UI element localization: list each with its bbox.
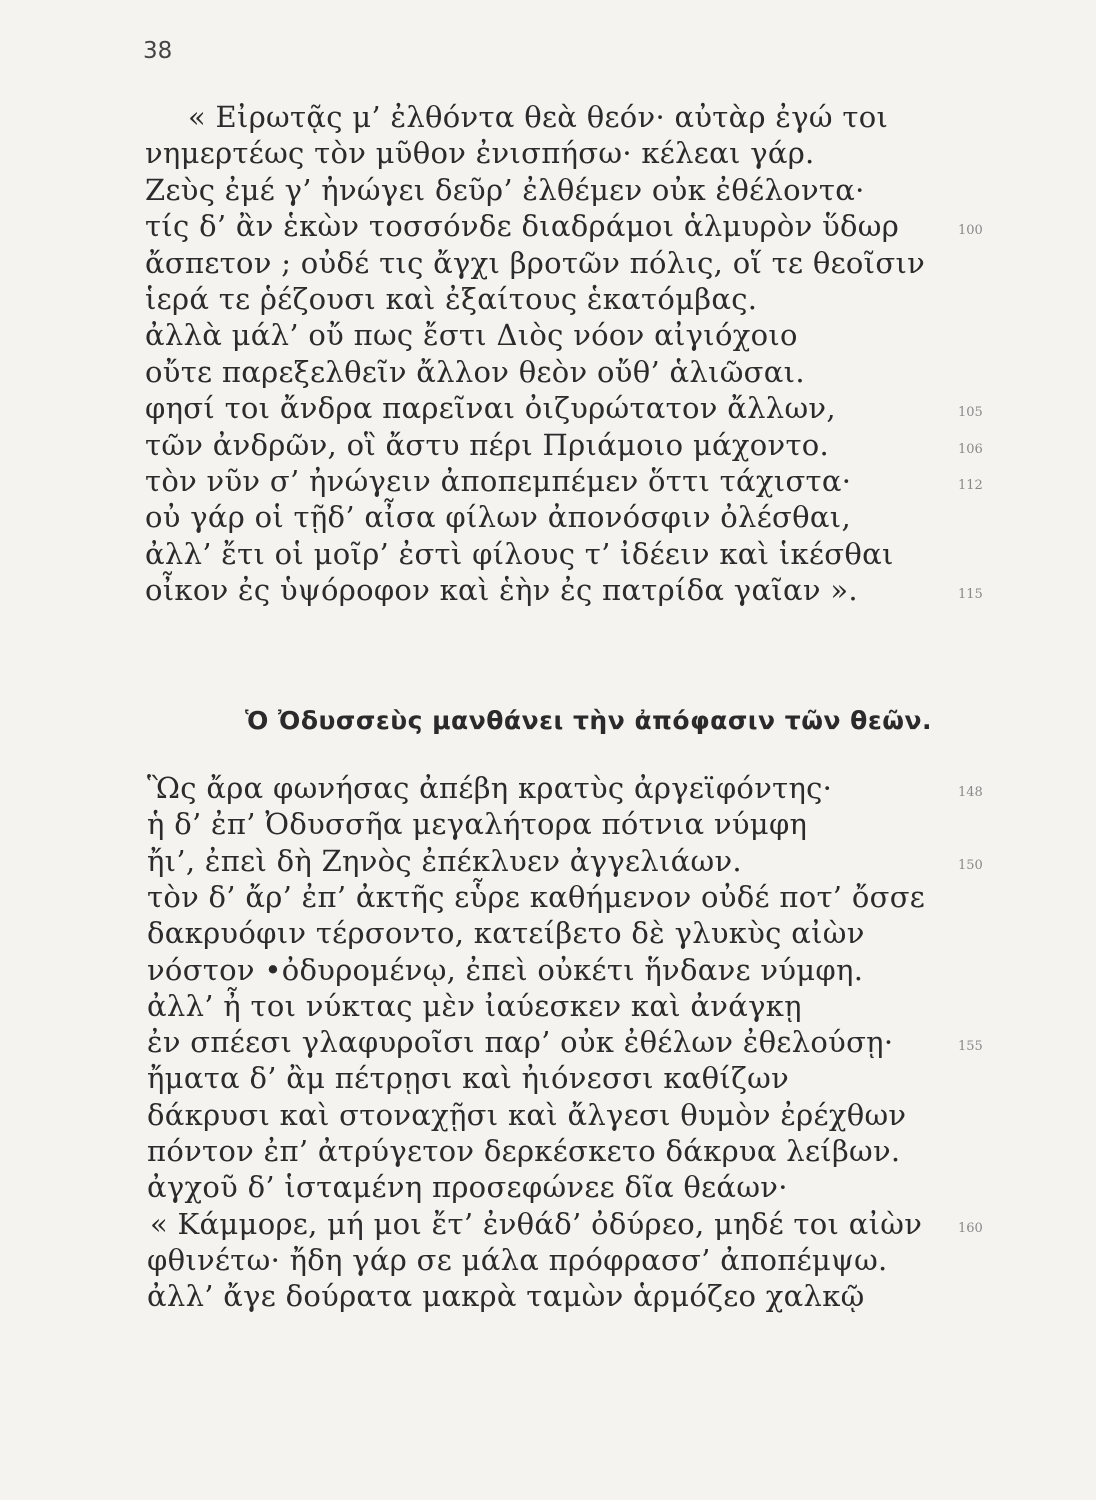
verse-line: Ζεὺς ἐμέ γ’ ἠνώγει δεῦρ’ ἐλθέμεν οὐκ ἐθέλοντα· [145, 172, 865, 207]
verse-line: ἀλλ’ ἔτι οἱ μοῖρ’ ἐστὶ φίλους τ’ ἰδέειν καὶ ἱκέσθαι [145, 536, 894, 571]
verse-line: ἀλλὰ μάλ’ οὔ πως ἔστι Διὸς νόον αἰγιόχοιο [145, 318, 798, 353]
verse-line: ἀλλ’ ἦ τοι νύκτας μὲν ἰαύεσκεν καὶ ἀνάγκῃ [147, 988, 802, 1023]
verse-line: οὐ γάρ οἱ τῇδ’ αἶσα φίλων ἀπονόσφιν ὀλέσθαι, [145, 500, 851, 535]
verse-line: νημερτέως τὸν μῦθον ἐνισπήσω· κέλεαι γάρ. [145, 136, 815, 171]
verse-line: ἤματα δ’ ἂμ πέτρῃσι καὶ ἠιόνεσσι καθίζων [147, 1061, 789, 1096]
verse-line: οἶκον ἐς ὑψόροφον καὶ ἑὴν ἐς πατρίδα γαῖαν ». [145, 573, 858, 608]
section-heading: Ὁ Ὀδυσσεὺς μανθάνει τὴν ἀπόφασιν τῶν θεῶν. [245, 706, 933, 735]
page-number: 38 [143, 38, 173, 64]
verse-line: δακρυόφιν τέρσοντο, κατείβετο δὲ γλυκὺς αἰὼν [147, 916, 865, 951]
verse-line: ἄσπετον ; οὐδέ τις ἄγχι βροτῶν πόλις, οἵ τε θεοῖσιν [145, 245, 926, 280]
verse-line: πόντον ἐπ’ ἀτρύγετον δερκέσκετο δάκρυα λείβων. [147, 1134, 901, 1168]
line-number: 105 [958, 405, 983, 421]
verse-line: φησί τοι ἄνδρα παρεῖναι ὀιζυρώτατον ἄλλων, [145, 391, 836, 426]
verse-line: οὔτε παρεξελθεῖν ἄλλον θεὸν οὔθ’ ἁλιῶσαι. [145, 354, 805, 389]
verse-line: « Εἰρωτᾷς μ’ ἐλθόντα θεὰ θεόν· αὐτὰρ ἐγώ τοι [188, 100, 889, 134]
line-number: 115 [958, 587, 983, 603]
line-number: 148 [958, 785, 983, 800]
line-number: 155 [958, 1039, 983, 1055]
verse-line: ἱερά τε ῥέζουσι καὶ ἐξαίτους ἑκατόμβας. [145, 282, 758, 316]
verse-line: τὸν νῦν σ’ ἠνώγειν ἀποπεμπέμεν ὅττι τάχιστα· [145, 464, 852, 498]
line-number: 100 [958, 223, 983, 239]
verse-line: τὸν δ’ ἄρ’ ἐπ’ ἀκτῆς εὗρε καθήμενον οὐδέ ποτ’ ὄσσε [147, 879, 926, 914]
verse-line: τῶν ἀνδρῶν, οἳ ἄστυ πέρι Πριάμοιο μάχοντο. [145, 427, 830, 462]
verse-line: νόστον •ὀδυρομένῳ, ἐπεὶ οὐκέτι ἥνδανε νύμφη. [147, 952, 864, 987]
verse-line: ἀλλ’ ἄγε δούρατα μακρὰ ταμὼν ἁρμόζεο χαλκῷ [147, 1279, 865, 1314]
verse-line: ἡ δ’ ἐπ’ Ὀδυσσῆα μεγαλήτορα πότνια νύμφη [147, 807, 808, 842]
verse-line: Ὣς ἄρα φωνήσας ἀπέβη κρατὺς ἀργεϊφόντης· [147, 771, 833, 805]
verse-line: « Κάμμορε, μή μοι ἔτ’ ἐνθάδ’ ὀδύρεο, μηδέ τοι αἰὼν [150, 1206, 923, 1241]
line-number: 112 [958, 478, 983, 493]
verse-line: φθινέτω· ἤδη γάρ σε μάλα πρόφρασσ’ ἀποπέμψω. [147, 1242, 888, 1277]
verse-line: ἤι’, ἐπεὶ δὴ Ζηνὸς ἐπέκλυεν ἀγγελιάων. [147, 843, 742, 878]
line-number: 150 [958, 857, 983, 873]
verse-line: ἀγχοῦ δ’ ἱσταμένη προσεφώνεε δῖα θεάων· [147, 1170, 788, 1205]
line-number: 160 [958, 1220, 983, 1236]
verse-line: ἐν σπέεσι γλαφυροῖσι παρ’ οὐκ ἐθέλων ἐθελούσῃ· [147, 1025, 894, 1060]
verse-line: δάκρυσι καὶ στοναχῇσι καὶ ἄλγεσι θυμὸν ἐρέχθων [147, 1097, 907, 1132]
line-number: 106 [958, 441, 983, 457]
verse-line: τίς δ’ ἂν ἑκὼν τοσσόνδε διαδράμοι ἁλμυρὸν ὕδωρ [145, 209, 900, 244]
